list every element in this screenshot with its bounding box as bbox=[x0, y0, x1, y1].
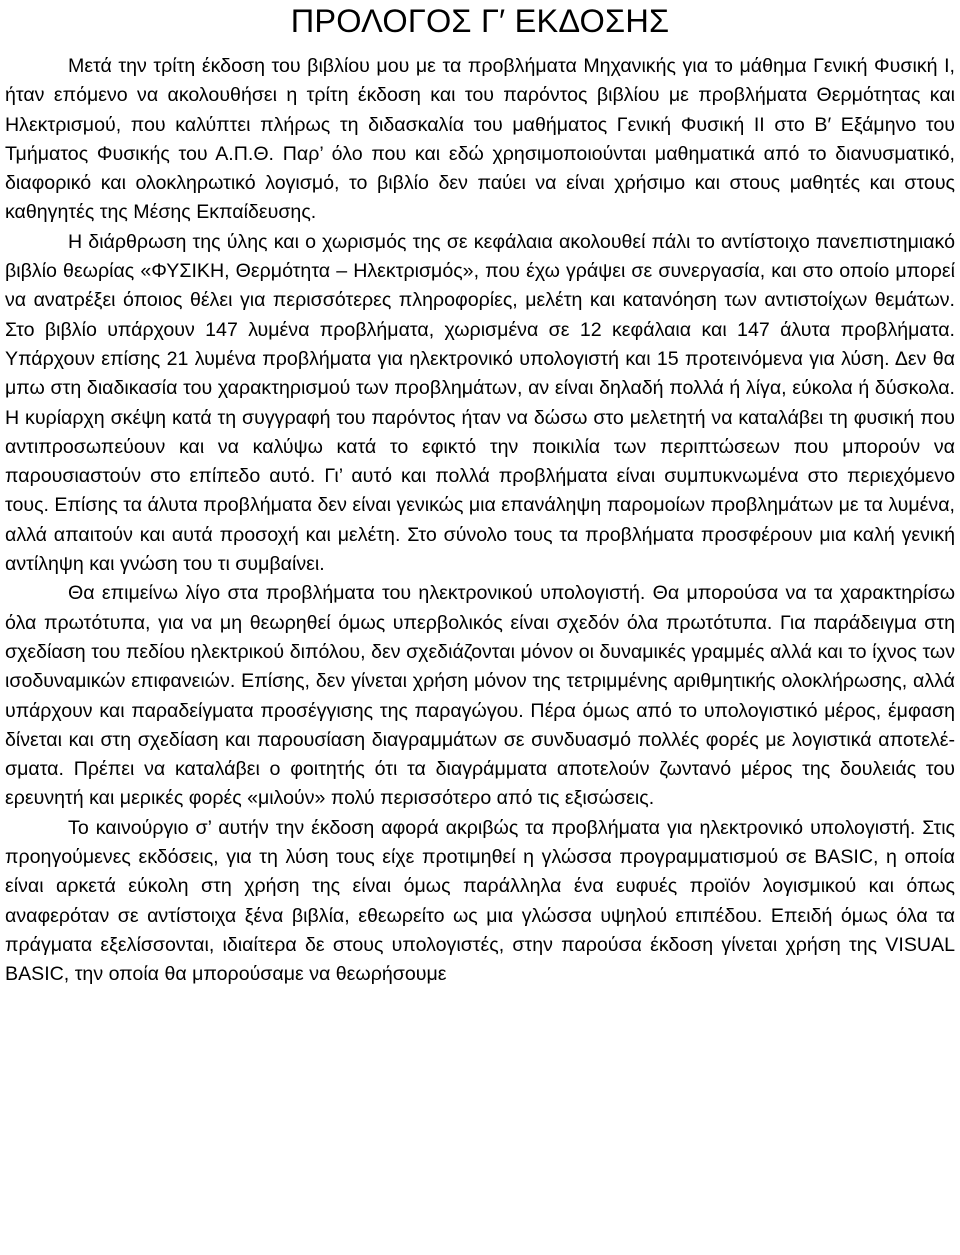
paragraph-2: Η διάρθρωση της ύλης και ο χωρισμός της σε κεφάλαια ακολουθεί πάλι το αντίστοιχο πανεπιστημιακό βιβλίο θεωρίας «ΦΥΣΙΚΗ, Θερμότητα – Ηλεκτρισμός», που έχω γράψει σε συνεργασία, και στο οποίο μπορεί να ανατρέξει όποιος θέλει για περισσότερες πληροφορίες, μελέτη και κατανόηση των αντιστοίχων θεμάτων. Στο βιβλίο υπάρχουν 147 λυμένα προβλήματα, χωρισμένα σε 12 κεφάλαια και 147 άλυτα προβλήματα. Υπάρχουν επίσης 21 λυμένα προβλήματα για ηλεκτρονικό υπολογιστή και 15 προτεινόμενα για λύση. Δεν θα μπω στη διαδικασία του χαρακτηρισμού των προβλημάτων, αν είναι δηλαδή πολλά ή λίγα, εύκολα ή δύσκολα. Η κυρίαρχη σκέψη κατά τη συγγραφή του παρόντος ήταν να δώσω στο μελετητή να καταλάβει τη φυσική που αντιπροσωπεύουν και να καλύψω κατά το εφικτό την ποικιλία των περιπτώσεων που μπορούν να παρουσιαστούν στο επίπεδο αυτό. Γι’ αυτό και πολλά προβλήματα είναι συμπυκνωμένα στο περιεχόμενο τους. Επίσης τα άλυτα προβλήματα δεν είναι γενικώς μια επανάληψη παρομοίων προβλημάτων με τα λυμένα, αλλά απαιτούν και αυτά προσοχή και μελέτη. Στο σύνολο τους τα προβλήματα προσφέρουν μια καλή γενική αντίληψη και γνώση του τι συμβαίνει. bbox=[5, 230, 955, 576]
paragraph-1: Μετά την τρίτη έκδοση του βιβλίου μου με τα προβλήματα Μηχανικής για το μάθημα Γενική Φυσική Ι, ήταν επόμενο να ακολουθήσει η τρίτη έκδοση και του παρόντος βιβλίου με προβλήματα Θερμότητας και Ηλεκτρισμού, που καλύπτει πλήρως τη διδασκαλία του μαθήματος Γενική Φυσική ΙΙ στο Β′ Εξάμηνο του Τμήματος Φυσικής του Α.Π.Θ. Παρ’ όλο που και εδώ χρησιμοποιούνται μαθηματικά από το διανυσματικό, διαφορικό και ολοκληρωτικό λογισμό, το βιβλίο δεν παύει να είναι χρήσιμο και στους μαθητές και στους καθηγητές της Μέσης Εκπαίδευσης. bbox=[5, 55, 955, 224]
page-title: ΠΡΟΛΟΓΟΣ Γ′ ΕΚΔΟΣΗΣ bbox=[290, 3, 670, 39]
paragraph-3: Θα επιμείνω λίγο στα προβλήματα του ηλεκτρονικού υπολογιστή. Θα μπορούσα να τα χαρακτηρίσω όλα πρωτότυπα, για να μη θεωρηθεί όμως υπερβολικός είναι σχεδόν όλα πρωτότυπα. Για παράδειγμα στη σχεδίαση του πεδίου ηλεκτρικού διπόλου, δεν σχεδιάζονται μόνον οι δυναμικές γραμμές αλλά και το ίχνος των ισοδυναμικών επιφανειών. Επίσης, δεν γίνεται χρήση μόνον της τετριμμένης αριθμητικής ολοκλήρωσης, αλλά υπάρχουν και παραδείγματα προσέγγισης της παραγώγου. Πέρα όμως από το υπολογιστικό μέρος, έμφαση δίνεται και στη σχεδίαση και παρουσίαση διαγραμμάτων σε συνδυασμό πολλές φορές με λογιστικά αποτελέσματα. Πρέπει να καταλάβει ο φοιτητής ότι τα διαγράμματα αποτελούν ζωντανό μέρος της δουλειάς του ερευνητή και μερικές φορές «μιλούν» πολύ περισσότερο από τις εξισώσεις. bbox=[5, 582, 955, 810]
document-page bbox=[5, 0, 955, 990]
paragraph-4: Το καινούργιο σ’ αυτήν την έκδοση αφορά ακριβώς τα προβλήματα για ηλεκτρονικό υπολογιστή. Στις προηγούμενες εκδόσεις, για τη λύση τους είχε προτιμηθεί η γλώσσα προγραμματισμού σε BASIC, η οποία είναι αρκετά εύκολη στη χρήση της είναι όμως παράλληλα ένα ευφυές προϊόν λογισμικού και όπως αναφερόταν σε αντίστοιχα ξένα βιβλία, εθεωρείτο ως μια γλώσσα υψηλού επιπέδου. Επειδή όμως όλα τα πράγματα εξελίσσονται, ιδιαίτερα δε στους υπολογιστές, στην παρούσα έκδοση γίνεται χρήση της VISUAL BASIC, την οποία θα μπορούσαμε να θεωρήσουμε bbox=[5, 816, 955, 986]
